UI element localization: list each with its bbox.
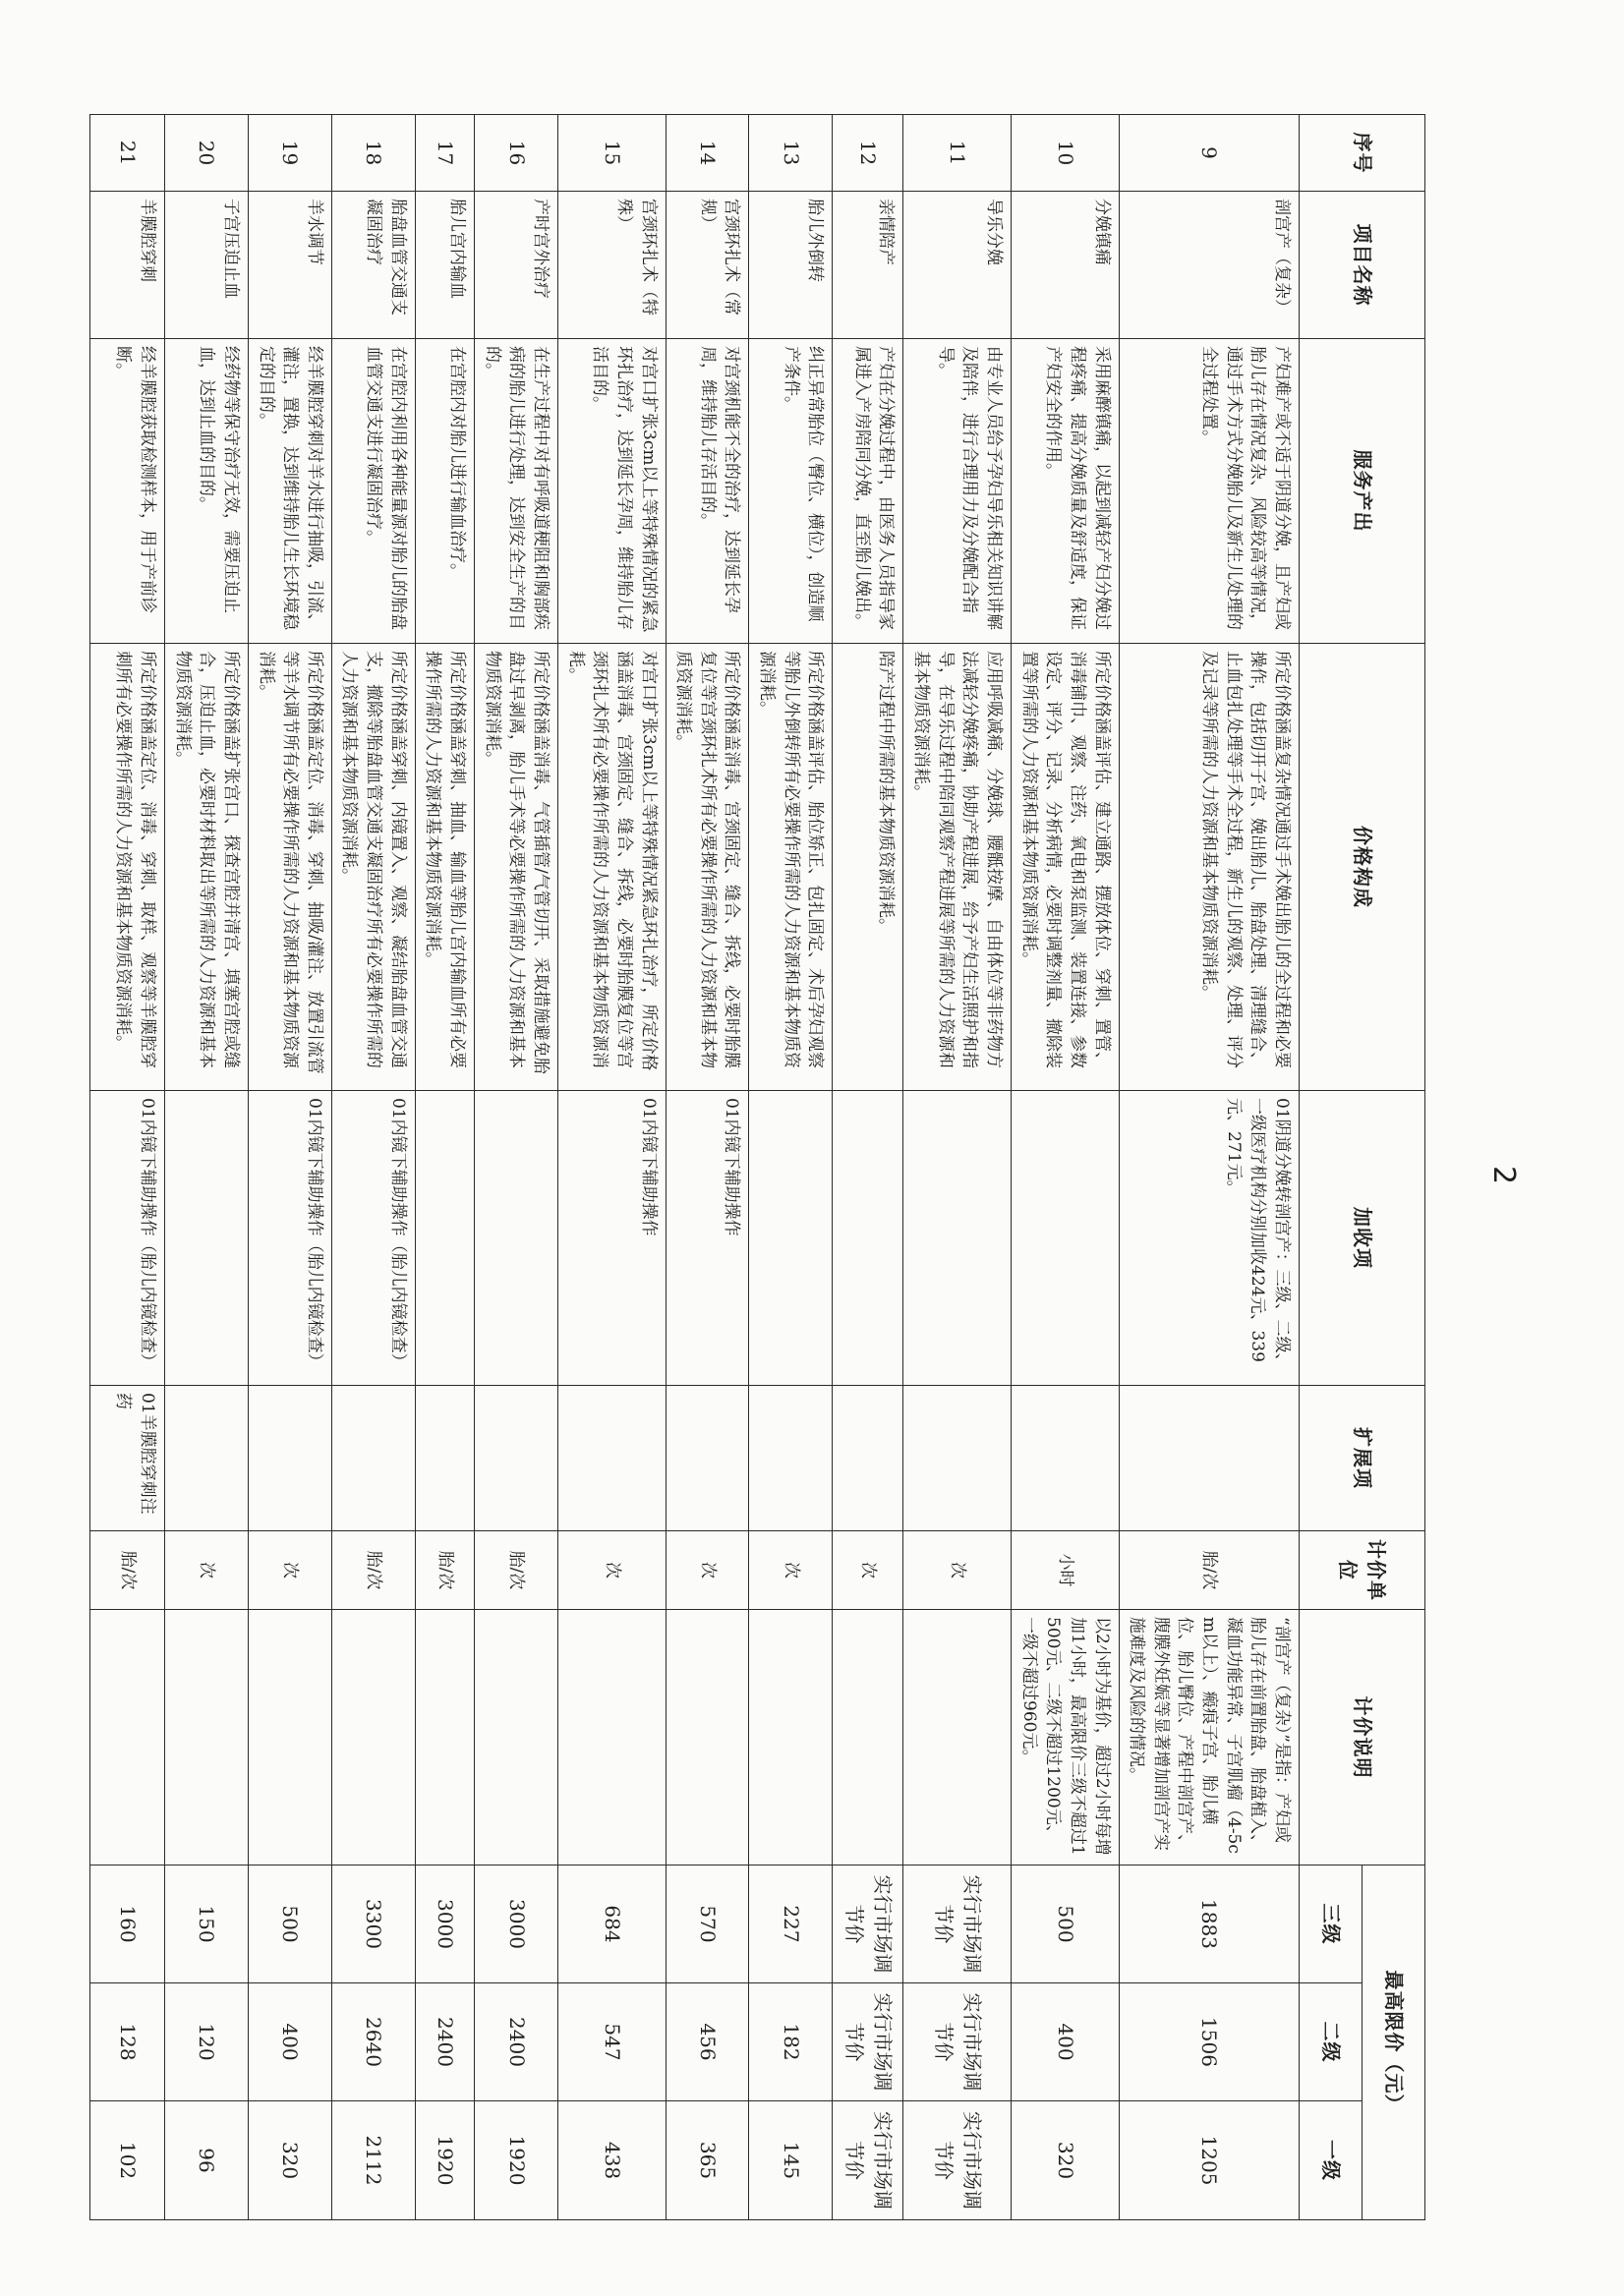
table-row	[1011, 115, 1119, 2220]
cell-unit: 胎/次	[415, 1531, 474, 1610]
cell-price-level1: 实行市场调节价	[833, 2101, 903, 2220]
cell-note	[903, 1610, 1012, 1866]
cell-price-level3: 实行市场调节价	[903, 1866, 1012, 1983]
cell-extension: 01羊膜腔穿刺注药	[90, 1386, 165, 1531]
cell-price-level3: 570	[666, 1866, 749, 1983]
cell-note	[415, 1610, 474, 1866]
cell-name: 胎儿宫内输血	[415, 192, 474, 339]
cell-composition: 所定价格涵盖定位、消毒、穿刺、取样、观察等羊膜腔穿刺所有必要操作所需的人力资源和基本物质资源消耗。	[90, 644, 165, 1091]
cell-price-level1: 320	[248, 2101, 331, 2220]
cell-price-level3: 684	[557, 1866, 666, 1983]
cell-price-level1: 1920	[475, 2101, 558, 2220]
cell-price-level2: 128	[90, 1983, 165, 2101]
cell-note	[475, 1610, 558, 1866]
cell-service: 产妇难产或不适于阴道分娩，且产妇或胎儿存在情况复杂、风险较高等情况，通过手术方式分娩胎儿及新生儿处理的全过程处置。	[1119, 339, 1299, 644]
cell-price-level2: 400	[248, 1983, 331, 2101]
cell-note	[833, 1610, 903, 1866]
cell-addon: 01内镜下辅助操作（胎儿内镜检查）	[331, 1091, 415, 1386]
cell-price-level3: 500	[1011, 1866, 1119, 1983]
cell-price-level3: 3300	[331, 1866, 415, 1983]
header-level3: 三级	[1300, 1866, 1363, 1983]
cell-seq: 16	[475, 115, 558, 192]
cell-unit: 次	[248, 1531, 331, 1610]
cell-composition: 陪产过程中所需的基本物质资源消耗。	[833, 644, 903, 1091]
table-row	[903, 115, 1012, 2220]
cell-addon: 01内镜下辅助操作	[557, 1091, 666, 1386]
cell-addon	[475, 1091, 558, 1386]
header-unit: 计价单位	[1300, 1531, 1425, 1610]
header-service: 服务产出	[1300, 339, 1425, 644]
header-seq: 序号	[1300, 115, 1425, 192]
cell-price-level2: 456	[666, 1983, 749, 2101]
cell-service: 在宫腔内利用各种能量源对胎儿的胎盘血管交通支进行凝固治疗。	[331, 339, 415, 644]
header-name: 项目名称	[1300, 192, 1425, 339]
header-note: 计价说明	[1300, 1610, 1425, 1866]
cell-addon	[1011, 1091, 1119, 1386]
cell-addon	[749, 1091, 833, 1386]
cell-unit: 胎/次	[331, 1531, 415, 1610]
header-extension: 扩展项	[1300, 1386, 1425, 1531]
cell-unit: 胎/次	[1119, 1531, 1299, 1610]
cell-price-level2: 实行市场调节价	[903, 1983, 1012, 2101]
cell-addon	[903, 1091, 1012, 1386]
cell-service: 经羊膜腔获取检测样本，用于产前诊断。	[90, 339, 165, 644]
header-level1: 一级	[1300, 2101, 1363, 2220]
cell-name: 羊水调节	[248, 192, 331, 339]
cell-seq: 11	[903, 115, 1012, 192]
header-price-cap: 最高限价（元）	[1363, 1866, 1425, 2220]
cell-composition: 所定价格涵盖定位、消毒、穿刺、抽吸/灌注、放置引流管等羊水调节所有必要操作所需的人力资源和基本物质资源消耗。	[248, 644, 331, 1091]
cell-addon: 01内镜下辅助操作	[666, 1091, 749, 1386]
cell-extension	[248, 1386, 331, 1531]
cell-price-level2: 120	[165, 1983, 249, 2101]
cell-price-level2: 实行市场调节价	[833, 1983, 903, 2101]
cell-note	[749, 1610, 833, 1866]
cell-extension	[165, 1386, 249, 1531]
cell-price-level2: 2640	[331, 1983, 415, 2101]
cell-extension	[1011, 1386, 1119, 1531]
cell-note	[248, 1610, 331, 1866]
table-row	[833, 115, 903, 2220]
cell-seq: 14	[666, 115, 749, 192]
cell-seq: 21	[90, 115, 165, 192]
cell-name: 胎儿外倒转	[749, 192, 833, 339]
cell-name: 子宫压迫止血	[165, 192, 249, 339]
page-number: 2	[1486, 1165, 1522, 1185]
table-row	[415, 115, 474, 2220]
cell-unit: 次	[833, 1531, 903, 1610]
cell-price-level3: 实行市场调节价	[833, 1866, 903, 1983]
cell-seq: 17	[415, 115, 474, 192]
cell-extension	[1119, 1386, 1299, 1531]
cell-extension	[903, 1386, 1012, 1531]
cell-price-level1: 1920	[415, 2101, 474, 2220]
cell-price-level1: 96	[165, 2101, 249, 2220]
table-row	[248, 115, 331, 2220]
cell-unit: 次	[903, 1531, 1012, 1610]
cell-addon: 01阴道分娩转剖宫产：三级、二级、一级医疗机构分别加收424元、339元、271元。	[1119, 1091, 1299, 1386]
cell-price-level2: 182	[749, 1983, 833, 2101]
cell-service: 在生产过程中对有呼吸道梗阻和胸部疾病的胎儿进行处理，达到安全生产的目的。	[475, 339, 558, 644]
cell-seq: 12	[833, 115, 903, 192]
cell-unit: 次	[557, 1531, 666, 1610]
cell-price-level3: 1883	[1119, 1866, 1299, 1983]
cell-note	[666, 1610, 749, 1866]
cell-service: 纠正异常胎位（臀位、横位），创造顺产条件。	[749, 339, 833, 644]
cell-price-level1: 2112	[331, 2101, 415, 2220]
cell-price-level3: 150	[165, 1866, 249, 1983]
cell-note	[557, 1610, 666, 1866]
cell-extension	[833, 1386, 903, 1531]
cell-price-level1: 365	[666, 2101, 749, 2220]
cell-name: 宫颈环扎术（特殊）	[557, 192, 666, 339]
cell-service: 在宫腔内对胎儿进行输血治疗。	[415, 339, 474, 644]
cell-service: 对宫颈机能不全的治疗，达到延长孕周，维持胎儿存活目的。	[666, 339, 749, 644]
cell-addon: 01内镜下辅助操作（胎儿内镜检查）	[90, 1091, 165, 1386]
cell-composition: 对宫口扩张3cm以上等特殊情况紧急环扎治疗，所定价格涵盖消毒、宫颈固定、缝合、拆线，必要时胎膜复位等宫颈环扎术所有必要操作所需的人力资源和基本物质资源消耗。	[557, 644, 666, 1091]
cell-price-level3: 500	[248, 1866, 331, 1983]
cell-name: 宫颈环扎术（常规）	[666, 192, 749, 339]
cell-price-level1: 145	[749, 2101, 833, 2220]
cell-composition: 所定价格涵盖复杂情况通过手术娩出胎儿的全过程和必要操作，包括切开子宫、娩出胎儿、胎盘处理、清理缝合、止血包扎处理等手术全过程，新生儿的观察、处理、评分及记录等所需的人力资源和基本物质资源消耗。	[1119, 644, 1299, 1091]
header-composition: 价格构成	[1300, 644, 1425, 1091]
cell-price-level2: 1506	[1119, 1983, 1299, 2101]
cell-unit: 次	[749, 1531, 833, 1610]
cell-price-level1: 320	[1011, 2101, 1119, 2220]
cell-service: 采用麻醉镇痛，以起到减轻产妇分娩过程疼痛、提高分娩质量及舒适度，保证产妇安全的作用。	[1011, 339, 1119, 644]
cell-name: 羊膜腔穿刺	[90, 192, 165, 339]
cell-composition: 所定价格涵盖消毒、宫颈固定、缝合、拆线，必要时胎膜复位等宫颈环扎术所有必要操作所需的人力资源和基本物质资源消耗。	[666, 644, 749, 1091]
cell-price-level3: 3000	[415, 1866, 474, 1983]
cell-price-level2: 547	[557, 1983, 666, 2101]
cell-addon	[165, 1091, 249, 1386]
price-table	[89, 114, 1425, 2220]
cell-unit: 小时	[1011, 1531, 1119, 1610]
cell-composition: 所定价格涵盖穿刺、内镜置入、观察、凝结胎盘血管交通支，撤除等胎盘血管交通支凝固治疗所有必要操作所需的人力资源和基本物质资源消耗。	[331, 644, 415, 1091]
cell-unit: 胎/次	[475, 1531, 558, 1610]
cell-name: 产时宫外治疗	[475, 192, 558, 339]
cell-name: 胎盘血管交通支凝固治疗	[331, 192, 415, 339]
cell-price-level1: 1205	[1119, 2101, 1299, 2220]
cell-seq: 9	[1119, 115, 1299, 192]
cell-note: 以2小时为基价，超过2小时每增加1小时，最高限价三级不超过1500元、二级不超过1200元、一级不超过960元。	[1011, 1610, 1119, 1866]
table-row	[1119, 115, 1299, 2220]
cell-composition: 应用呼吸减痛、分娩球、腰骶按摩、自由体位等非药物方法减轻分娩疼痛，协助产程进展，给予产妇生活照护和指导，在导乐过程中陪同观察产程进展等所需的人力资源和基本物质资源消耗。	[903, 644, 1012, 1091]
cell-seq: 18	[331, 115, 415, 192]
cell-extension	[475, 1386, 558, 1531]
cell-unit: 次	[666, 1531, 749, 1610]
cell-composition: 所定价格涵盖扩张宫口、探查宫腔并清宫、填塞宫腔或缝合，压迫止血，必要时材料取出等所需的人力资源和基本物质资源消耗。	[165, 644, 249, 1091]
table-row	[165, 115, 249, 2220]
table-row	[331, 115, 415, 2220]
cell-composition: 所定价格涵盖评估、胎位矫正、包扎固定、术后孕妇观察等胎儿外倒转所有必要操作所需的人力资源和基本物质资源消耗。	[749, 644, 833, 1091]
cell-service: 经羊膜腔穿刺对羊水进行抽吸，引流、灌注，置换，达到维持胎儿生长环境稳定的目的。	[248, 339, 331, 644]
cell-extension	[415, 1386, 474, 1531]
cell-addon: 01内镜下辅助操作（胎儿内镜检查）	[248, 1091, 331, 1386]
table-row	[475, 115, 558, 2220]
cell-composition: 所定价格涵盖穿刺、抽血、输血等胎儿宫内输血所有必要操作所需的人力资源和基本物质资源消耗。	[415, 644, 474, 1091]
cell-price-level3: 3000	[475, 1866, 558, 1983]
cell-price-level3: 160	[90, 1866, 165, 1983]
cell-note	[331, 1610, 415, 1866]
cell-price-level3: 227	[749, 1866, 833, 1983]
cell-addon	[415, 1091, 474, 1386]
cell-extension	[557, 1386, 666, 1531]
cell-extension	[749, 1386, 833, 1531]
cell-name: 剖宫产（复杂）	[1119, 192, 1299, 339]
cell-composition: 所定价格涵盖评估、建立通路、摆放体位、穿刺、置管、消毒铺巾、观察、注药、氧电和泵监测、装置连接、参数设定、评分、记录、分析病情，必要时调整剂量、撤除装置等所需的人力资源和基本物质资源消耗。	[1011, 644, 1119, 1091]
cell-name: 亲情陪产	[833, 192, 903, 339]
cell-price-level2: 2400	[415, 1983, 474, 2101]
cell-note: “剖宫产（复杂）”是指：产妇或胎儿存在前置胎盘、胎盘植入、凝血功能异常、子宫肌瘤（4-5cm以上）、瘢痕子宫、胎儿横位、胎儿臀位、产程中剖宫产、腹膜外妊娠等显著增加剖宫产实施难度及风险的情况。	[1119, 1610, 1299, 1866]
cell-service: 经药物等保守治疗无效，需要压迫止血，达到止血的目的。	[165, 339, 249, 644]
cell-name: 分娩镇痛	[1011, 192, 1119, 339]
cell-unit: 次	[165, 1531, 249, 1610]
table-body	[90, 115, 1300, 2220]
cell-price-level1: 实行市场调节价	[903, 2101, 1012, 2220]
table-row	[749, 115, 833, 2220]
cell-service: 由专业人员给予孕妇导乐相关知识讲解及陪伴，进行合理用力及分娩配合指导。	[903, 339, 1012, 644]
header-addon: 加收项	[1300, 1091, 1425, 1386]
cell-extension	[666, 1386, 749, 1531]
cell-unit: 胎/次	[90, 1531, 165, 1610]
cell-service: 对宫口扩张3cm以上等特殊情况的紧急环扎治疗，达到延长孕周，维持胎儿存活目的。	[557, 339, 666, 644]
cell-seq: 13	[749, 115, 833, 192]
table-row	[557, 115, 666, 2220]
cell-note	[165, 1610, 249, 1866]
cell-price-level1: 102	[90, 2101, 165, 2220]
header-level2: 二级	[1300, 1983, 1363, 2101]
cell-price-level2: 400	[1011, 1983, 1119, 2101]
cell-service: 产妇在分娩过程中，由医务人员指导家属进入产房陪同分娩，直至胎儿娩出。	[833, 339, 903, 644]
cell-extension	[331, 1386, 415, 1531]
cell-composition: 所定价格涵盖消毒、气管插管/气管切开、采取措施避免胎盘过早剥离，胎儿手术等必要操作所需的人力资源和基本物质资源消耗。	[475, 644, 558, 1091]
cell-seq: 10	[1011, 115, 1119, 192]
cell-name: 导乐分娩	[903, 192, 1012, 339]
table-row	[90, 115, 165, 2220]
cell-price-level1: 438	[557, 2101, 666, 2220]
cell-seq: 20	[165, 115, 249, 192]
cell-note	[90, 1610, 165, 1866]
cell-seq: 19	[248, 115, 331, 192]
cell-seq: 15	[557, 115, 666, 192]
cell-addon	[833, 1091, 903, 1386]
rotated-page	[113, 114, 1425, 2219]
table-row	[666, 115, 749, 2220]
cell-price-level2: 2400	[475, 1983, 558, 2101]
